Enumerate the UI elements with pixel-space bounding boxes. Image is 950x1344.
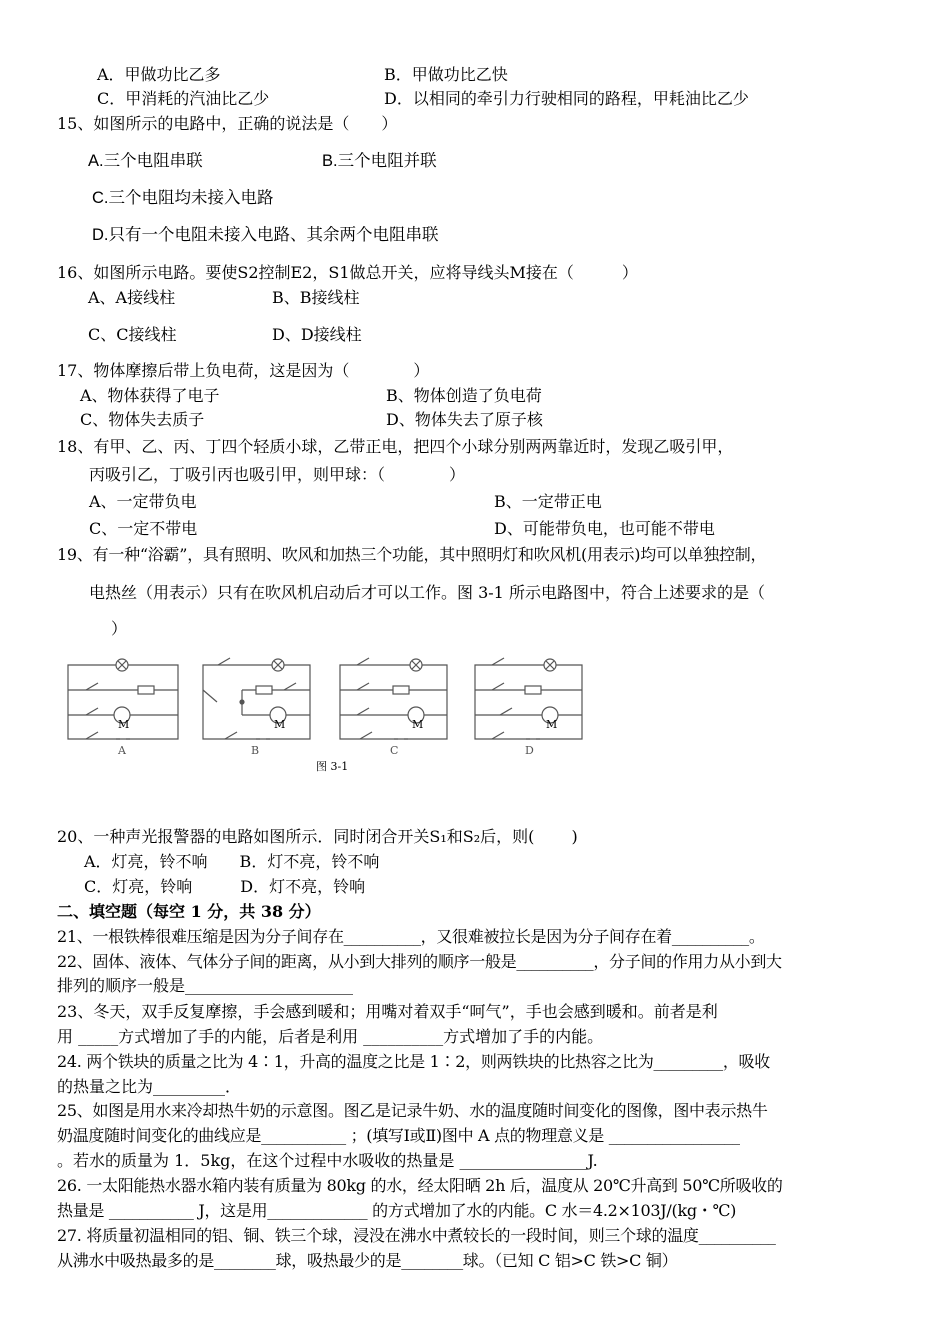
q15-option-a: A.三个电阻串联 xyxy=(88,152,203,170)
q24-line2: 的热量之比为_________． xyxy=(57,1077,242,1096)
section-2-heading: 二、填空题（每空 1 分，共 38 分） xyxy=(57,902,321,921)
q25-line1: 25、如图是用水来冷却热牛奶的示意图。图乙是记录牛奶、水的温度随时间变化的图像，图中表示热牛 xyxy=(57,1101,768,1120)
circuit-label-a: A xyxy=(118,744,126,757)
q25-line3: 。若水的质量为 1．5kg，在这个过程中水吸收的热量是 ________________J. xyxy=(57,1151,598,1170)
figure-caption: 图 3-1 xyxy=(316,760,349,773)
circuit-motor-label-b: M xyxy=(274,718,286,731)
q17-option-d: D、物体失去了原子核 xyxy=(386,410,543,429)
q26-line1: 26. 一太阳能热水器水箱内装有质量为 80kg 的水，经太阳晒 2h 后，温度从 20℃升高到 50℃所吸收的 xyxy=(57,1176,783,1195)
q18-stem-line1: 18、有甲、乙、丙、丁四个轻质小球，乙带正电，把四个小球分别两两靠近时，发现乙吸引甲， xyxy=(57,437,734,456)
circuit-motor-label-c: M xyxy=(412,718,424,731)
q18-option-c: C、一定不带电 xyxy=(89,519,198,538)
q17-option-a: A、物体获得了电子 xyxy=(80,386,220,405)
q18-option-d: D、可能带负电，也可能不带电 xyxy=(494,519,715,538)
q18-stem-line2: 丙吸引乙，丁吸引丙也吸引甲，则甲球：（ ） xyxy=(89,465,466,484)
q19-line1: 19、有一种“浴霸”，具有照明、吹风和加热三个功能，其中照明灯和吹风机(用表示)均可以单独控制， xyxy=(57,545,767,564)
q20-options-ab: A．灯亮，铃不响 B．灯不亮，铃不响 xyxy=(84,852,380,871)
q16-option-b: B、B接线柱 xyxy=(272,288,360,307)
q16-option-a: A、A接线柱 xyxy=(88,288,176,307)
circuit-d xyxy=(475,658,582,739)
q14-option-b: B．甲做功比乙快 xyxy=(384,65,508,84)
q27-line1: 27. 将质量初温相同的铝、铜、铁三个球，浸没在沸水中煮较长的一段时间，则三个球的温度__________ xyxy=(57,1226,776,1245)
circuit-label-c: C xyxy=(390,744,399,757)
q17-option-b: B、物体创造了负电荷 xyxy=(386,386,542,405)
q23-line1: 23、冬天，双手反复摩擦，手会感到暖和；用嘴对着双手“呵气”，手也会感到暖和。前者是利 xyxy=(57,1002,718,1021)
q20-stem: 20、一种声光报警器的电路如图所示．同时闭合开关S₁和S₂后，则( ) xyxy=(57,827,578,846)
q25-line2: 奶温度随时间变化的曲线应是___________ ；(填写Ⅰ或Ⅱ)图中 A 点的物理意义是 _________________ xyxy=(57,1126,740,1145)
circuit-motor-label-d: M xyxy=(546,718,558,731)
q16-option-c: C、C接线柱 xyxy=(88,325,177,344)
q15-option-d: D.只有一个电阻未接入电路、其余两个电阻串联 xyxy=(92,226,439,244)
q19-line3: ） xyxy=(111,619,128,638)
q27-line2: 从沸水中吸热最多的是________球，吸热最少的是________球。（已知 C 铝>C 铁>C 铜） xyxy=(57,1251,678,1270)
q21-line: 21、一根铁棒很难压缩是因为分子间存在__________，又很难被拉长是因为分子间存在着__________。 xyxy=(57,927,765,946)
q14-option-d: D．以相同的牵引力行驶相同的路程，甲耗油比乙少 xyxy=(384,89,749,108)
q17-stem: 17、物体摩擦后带上负电荷，这是因为（ ） xyxy=(57,361,430,380)
q18-option-b: B、一定带正电 xyxy=(494,492,602,511)
q17-option-c: C、物体失去质子 xyxy=(80,410,205,429)
q18-option-a: A、一定带负电 xyxy=(89,492,197,511)
q19-line2: 电热丝（用表示）只有在吹风机启动后才可以工作。图 3-1 所示电路图中，符合上述要求的是（ xyxy=(89,583,765,602)
q26-line2: 热量是 ___________ J，这是用_____________ 的方式增加了水的内能。C 水＝4.2×103J/(kg・℃) xyxy=(57,1201,737,1220)
q14-option-c: C．甲消耗的汽油比乙少 xyxy=(97,89,270,108)
circuit-c xyxy=(340,658,447,739)
q22-line2: 排列的顺序一般是_____________________ xyxy=(57,976,354,995)
q23-line2: 用 _____方式增加了手的内能，后者是利用 __________方式增加了手的内能。 xyxy=(57,1027,604,1046)
q22-line1: 22、固体、液体、气体分子间的距离，从小到大排列的顺序一般是__________，分子间的作用力从小到大 xyxy=(57,952,782,971)
q20-options-cd: C．灯亮，铃响 D．灯不亮，铃响 xyxy=(84,877,366,896)
q16-option-d: D、D接线柱 xyxy=(272,325,362,344)
circuit-b xyxy=(203,658,310,739)
q16-stem: 16、如图所示电路。要使S2控制E2，S1做总开关，应将导线头M接在（ ） xyxy=(57,263,638,282)
circuit-label-d: D xyxy=(525,744,534,757)
q15-option-c: C.三个电阻均未接入电路 xyxy=(92,189,274,207)
circuit-motor-label-a: M xyxy=(118,718,130,731)
q24-line1: 24. 两个铁块的质量之比为 4∶1，升高的温度之比是 1∶2，则两铁块的比热容之比为_________，吸收 xyxy=(57,1052,770,1071)
circuit-label-b: B xyxy=(251,744,260,757)
q14-option-a: A．甲做功比乙多 xyxy=(97,65,221,84)
q15-option-b: B.三个电阻并联 xyxy=(322,152,437,170)
q15-stem: 15、如图所示的电路中，正确的说法是（ ） xyxy=(57,114,398,133)
